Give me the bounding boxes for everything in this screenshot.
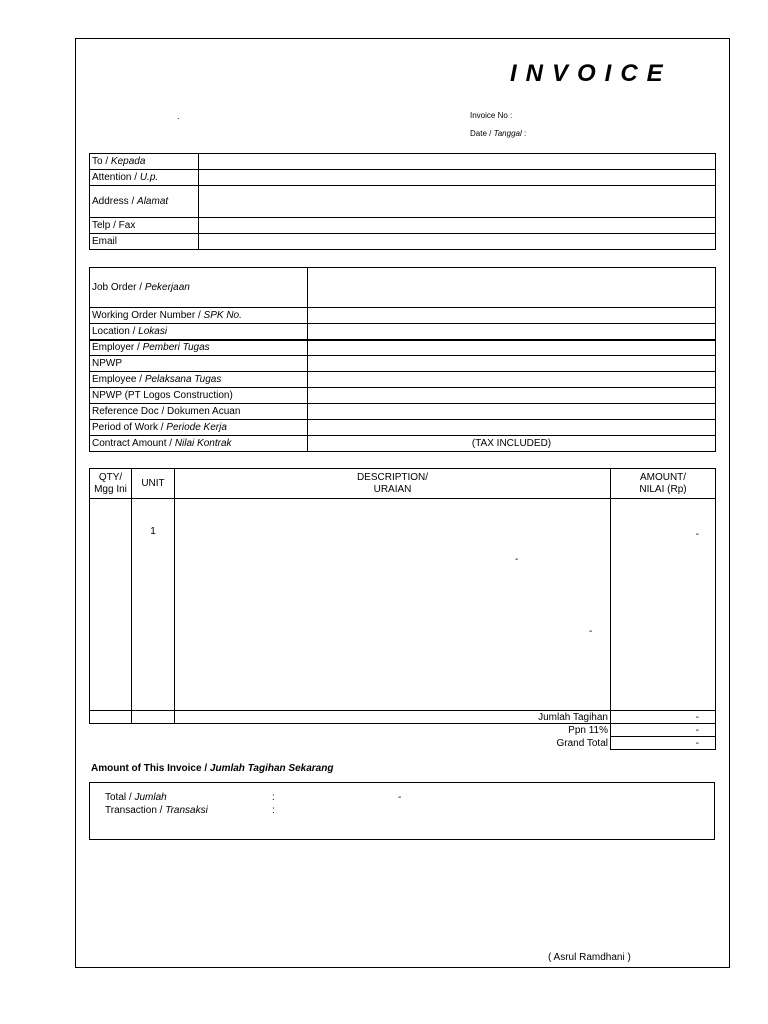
total-colon: : [272, 792, 275, 803]
signature-name: ( Asrul Ramdhani ) [548, 952, 631, 963]
qty-cell [90, 499, 132, 711]
address-value [199, 186, 716, 218]
npwp-label: NPWP [90, 356, 308, 372]
summary-heading: Amount of This Invoice / Jumlah Tagihan Sekarang [91, 763, 334, 774]
jumlah-tagihan-value: - [611, 711, 716, 724]
amount-cell [611, 499, 716, 711]
reference-value [308, 404, 716, 420]
employee-label: Employee / Pelaksana Tugas [90, 372, 308, 388]
date-label: Date / Tanggal : [470, 129, 527, 138]
description-dash: - [515, 554, 519, 565]
recipient-table [89, 153, 716, 250]
reference-label: Reference Doc / Dokumen Acuan [90, 404, 308, 420]
items-table [89, 468, 716, 750]
description-dash: - [589, 626, 593, 637]
email-value [199, 234, 716, 250]
period-label: Period of Work / Periode Kerja [90, 420, 308, 436]
transaction-colon: : [272, 805, 275, 816]
period-value [308, 420, 716, 436]
npwp-value [308, 356, 716, 372]
invoice-title: INVOICE [510, 60, 672, 87]
npwp-logos-value [308, 388, 716, 404]
to-value [199, 154, 716, 170]
address-label: Address / Alamat [90, 186, 199, 218]
description-header: DESCRIPTION/ URAIAN [175, 469, 611, 499]
qty-header: QTY/ Mgg Ini [90, 469, 132, 499]
contract-label: Contract Amount / Nilai Kontrak [90, 436, 308, 452]
amount-value: - [695, 529, 699, 540]
amount-header: AMOUNT/ NILAI (Rp) [611, 469, 716, 499]
transaction-label: Transaction / Transaksi [105, 805, 208, 816]
grand-total-label: Grand Total [556, 737, 608, 749]
job-order-label: Job Order / Pekerjaan [90, 268, 308, 308]
location-value [308, 324, 716, 340]
unit-cell [132, 711, 175, 724]
location-label: Location / Lokasi [90, 324, 308, 340]
ppn-label: Ppn 11% [568, 724, 608, 736]
ppn-value: - [611, 724, 716, 737]
telp-value [199, 218, 716, 234]
unit-cell [132, 499, 175, 711]
telp-label: Telp / Fax [90, 218, 199, 234]
invoice-no-label: Invoice No : [470, 111, 513, 120]
employer-label: Employer / Pemberi Tugas [90, 340, 308, 356]
npwp-logos-label: NPWP (PT Logos Construction) [90, 388, 308, 404]
jumlah-tagihan-label: Jumlah Tagihan [175, 711, 611, 724]
total-label: Total / Jumlah [105, 792, 167, 803]
unit-header: UNIT [132, 469, 175, 499]
job-order-value [308, 268, 716, 308]
employer-value [308, 340, 716, 356]
employee-value [308, 372, 716, 388]
email-label: Email [90, 234, 199, 250]
contract-value: (TAX INCLUDED) [308, 436, 716, 452]
unit-value: 1 [150, 526, 156, 537]
won-value [308, 308, 716, 324]
description-cell [175, 499, 611, 711]
total-value: - [398, 792, 402, 803]
attention-value [199, 170, 716, 186]
grand-total-value: - [611, 737, 716, 750]
header-dot: . [177, 111, 180, 121]
qty-cell [90, 711, 132, 724]
attention-label: Attention / U.p. [90, 170, 199, 186]
job-table [89, 267, 716, 452]
to-label: To / Kepada [90, 154, 199, 170]
won-label: Working Order Number / SPK No. [90, 308, 308, 324]
